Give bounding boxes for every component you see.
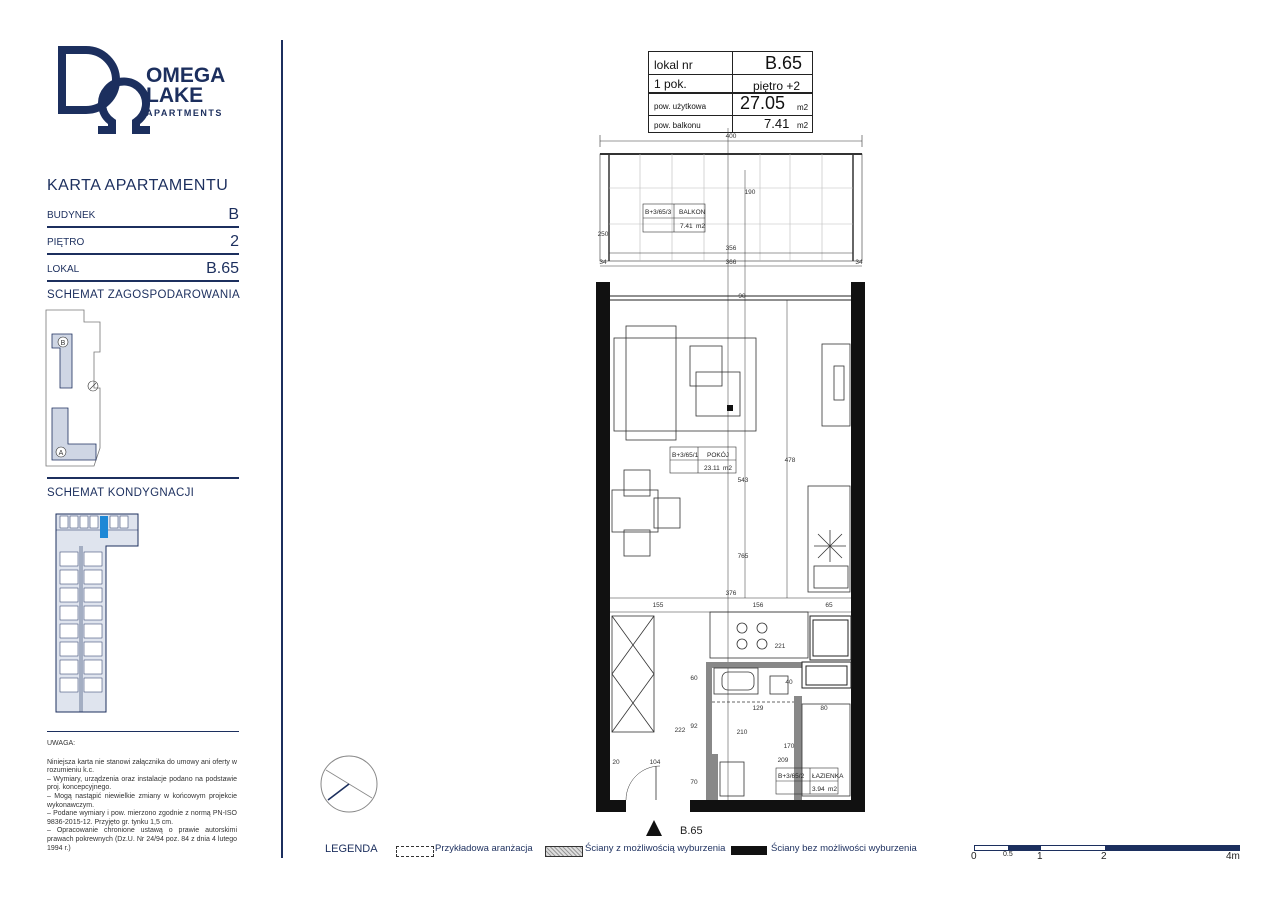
balcony-area-unit: m2 — [797, 121, 809, 130]
dim-text: 221 — [774, 643, 786, 650]
dim-text: 765 — [737, 553, 749, 560]
dim-text: 543 — [737, 477, 749, 484]
furniture — [612, 326, 850, 800]
legend-swatch-fixed — [731, 846, 767, 855]
dim-text: 129 — [752, 705, 764, 712]
wall-right — [851, 282, 865, 812]
lokal-label: lokal nr — [654, 58, 693, 72]
dim-text: 104 — [649, 759, 661, 766]
room-name-balcony: BALKON — [679, 209, 706, 216]
site-label-b: B — [60, 340, 66, 347]
dim-text: 170 — [783, 743, 795, 750]
row-label: LOKAL — [47, 264, 80, 275]
entrance-arrow-icon — [646, 820, 662, 836]
dim-text: 400 — [725, 133, 737, 140]
room-area-balcony: 7.41 — [680, 223, 693, 230]
lokal-value: B.65 — [765, 53, 803, 73]
scale-bar — [974, 845, 1240, 851]
dim-text: 34 — [855, 259, 863, 266]
compass-icon — [321, 756, 377, 812]
dim-text: 92 — [690, 723, 698, 730]
scale-tick: 1 — [1037, 851, 1043, 862]
legend-item: Przykładowa aranżacja — [435, 843, 533, 854]
floor-plan-heading: SCHEMAT KONDYGNACJI — [47, 487, 195, 499]
partition-wall — [706, 662, 802, 668]
scale-tick: 2 — [1101, 851, 1107, 862]
note-line: – Podane wymiary i pow. mierzono zgodnie z normą PN-ISO 9836-2015-12. Przyjęto gr. tynku 1,5 cm. — [47, 810, 237, 826]
room-name-room: POKÓJ — [707, 452, 730, 459]
room-unit-balcony: m2 — [696, 223, 706, 230]
site-label-a: A — [58, 450, 64, 457]
rooms-count: 1 pok. — [654, 77, 687, 91]
note-line: – Wymiary, urządzenia oraz instalacje podano na podstawie proj. koncepcyjnego. — [47, 775, 237, 792]
dim-text: 155 — [652, 602, 664, 609]
usable-area-label: pow. użytkowa — [654, 102, 707, 111]
note-line: – Opracowanie chronione ustawą o prawie autorskimi prawach pokrewnych (Dz.U. Nr 24/94 poz. 84 z dnia 4 lutego 1994 r.) — [47, 827, 237, 852]
dim-text: 65 — [825, 602, 833, 609]
row-value: B.65 — [206, 260, 239, 277]
dim-text: 190 — [744, 189, 756, 196]
dim-text: 250 — [597, 231, 609, 238]
legend-item: Ściany z możliwością wyburzenia — [585, 843, 726, 854]
wall-left — [596, 282, 610, 812]
legend-item: Ściany bez możliwości wyburzenia — [771, 843, 917, 854]
floor-level: piętro +2 — [753, 79, 801, 93]
legend-swatch-arrangement — [396, 846, 434, 857]
entrance-label: B.65 — [680, 825, 703, 837]
room-code-balcony: B+3/65/3 — [645, 209, 672, 216]
dim-text: 356 — [725, 245, 737, 252]
dim-text: 80 — [820, 705, 828, 712]
dim-text: 90 — [738, 293, 746, 300]
room-code-room: B+3/65/1 — [672, 452, 699, 459]
notes-heading: UWAGA: — [47, 740, 76, 747]
logo-line3: APARTMENTS — [146, 108, 223, 118]
site-plan-heading: SCHEMAT ZAGOSPODAROWANIA — [47, 289, 240, 301]
scale-tick: 0 — [971, 851, 977, 862]
card-title: KARTA APARTAMENTU — [47, 177, 229, 194]
dim-text: 34 — [599, 259, 607, 266]
dim-text: 20 — [612, 759, 620, 766]
row-value: B — [228, 206, 239, 223]
room-area-room: 23.11 — [704, 465, 720, 472]
dim-text: 40 — [785, 679, 793, 686]
logo-line1: OMEGA — [146, 64, 226, 87]
room-unit-bath: m2 — [828, 786, 838, 793]
legend-swatch-removable — [545, 846, 583, 857]
dim-text: 210 — [736, 729, 748, 736]
dim-text: 376 — [725, 590, 737, 597]
usable-area-unit: m2 — [797, 103, 809, 112]
room-unit-room: m2 — [723, 465, 733, 472]
dim-text: 478 — [784, 457, 796, 464]
note-line: – Mogą nastąpić niewielkie zmiany w końcowym projekcie wykonawczym. — [47, 792, 237, 809]
scale-tick: 0.5 — [1003, 851, 1013, 858]
dim-text: 366 — [725, 259, 737, 266]
room-code-bath: B+3/65/2 — [778, 773, 805, 780]
dim-text: 209 — [777, 757, 789, 764]
dim-text: 156 — [752, 602, 764, 609]
dim-text: 70 — [690, 779, 698, 786]
dim-text: 222 — [674, 727, 686, 734]
scale-tick: 4m — [1226, 851, 1240, 862]
row-value: 2 — [230, 233, 239, 250]
logo-line2: LAKE — [146, 84, 204, 107]
room-name-bath: ŁAZIENKA — [812, 773, 844, 780]
usable-area-value: 27.05 — [740, 93, 786, 113]
dim-text: 60 — [690, 675, 698, 682]
balcony-area-value: 7.41 — [764, 116, 790, 131]
balcony-area-label: pow. balkonu — [654, 121, 701, 130]
row-label: PIĘTRO — [47, 237, 85, 248]
legend-title: LEGENDA — [325, 843, 378, 855]
row-label: BUDYNEK — [47, 210, 96, 221]
room-area-bath: 3.94 — [812, 786, 825, 793]
note-line: Niniejsza karta nie stanowi załącznika do umowy ani oferty w rozumieniu k.c. — [47, 758, 237, 775]
